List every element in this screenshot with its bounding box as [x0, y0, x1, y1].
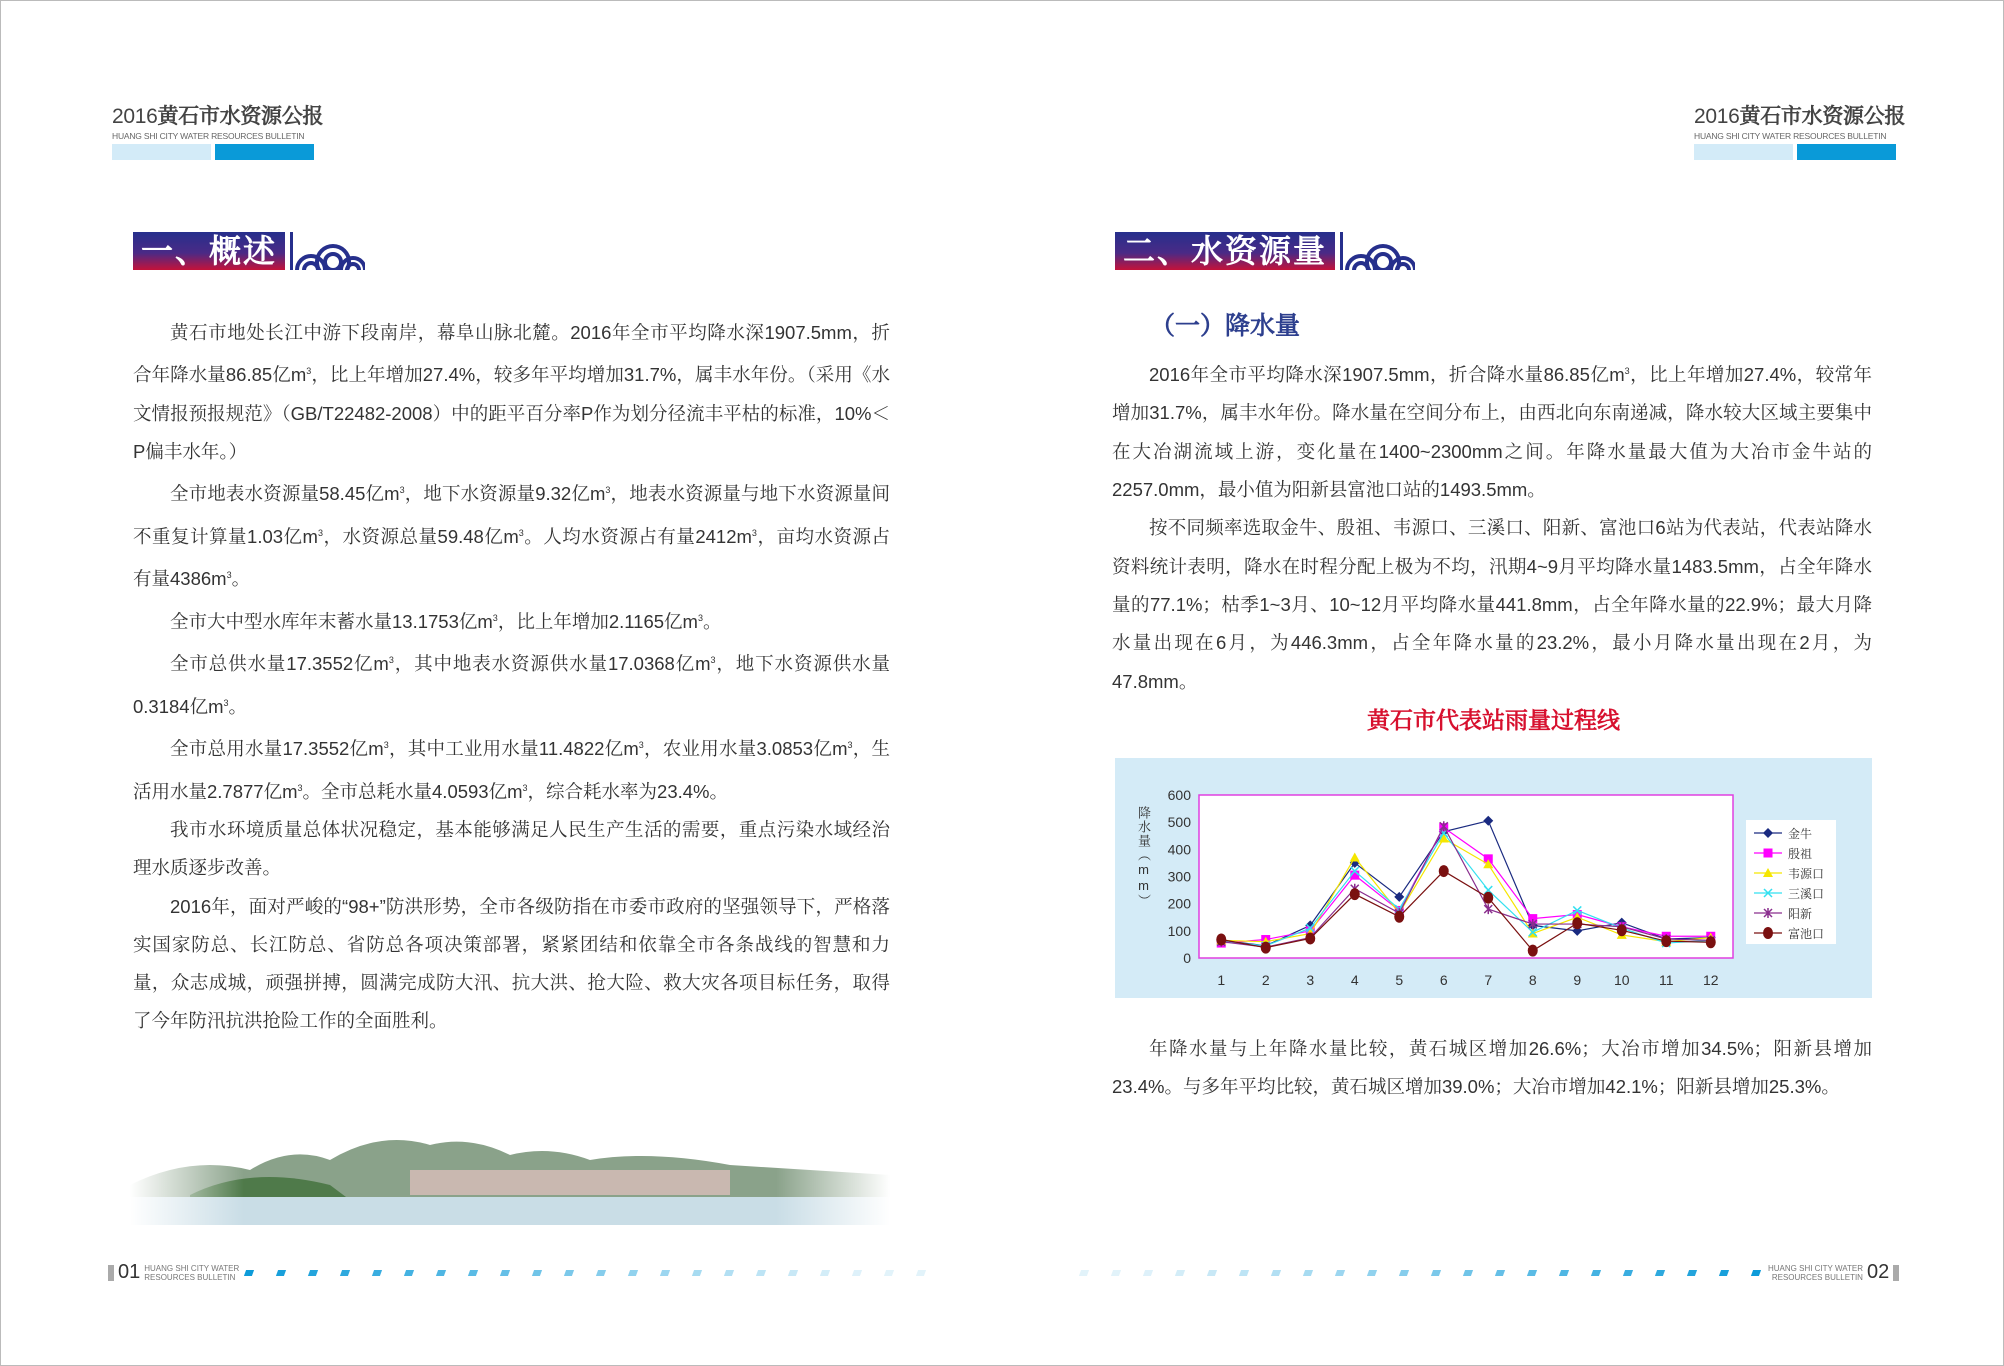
footer-dot — [1655, 1270, 1665, 1276]
footer-dot — [340, 1270, 350, 1276]
header-year: 2016 — [1694, 105, 1740, 128]
footer-dots-right — [1080, 1270, 1770, 1278]
legend-marker — [1764, 849, 1773, 858]
data-point — [1439, 865, 1449, 877]
footer-dot — [436, 1270, 446, 1276]
overview-text — [133, 314, 890, 1041]
footer-dot — [1463, 1270, 1473, 1276]
legend-marker — [1763, 927, 1773, 939]
section-title: 二、水资源量 — [1115, 232, 1335, 270]
footer-text: HUANG SHI CITY WATER — [144, 1263, 240, 1273]
section-heading-overview — [133, 232, 365, 270]
header-title: 黄石市水资源公报 — [1739, 105, 1906, 128]
y-tick-label: 400 — [1167, 841, 1191, 858]
footer-text: HUANG SHI CITY WATER — [1768, 1263, 1863, 1273]
header-subtitle: HUANG SHI CITY WATER RESOURCES BULLETIN — [1694, 131, 1887, 141]
footer-dot — [788, 1270, 798, 1276]
legend-label: 金牛 — [1788, 827, 1813, 841]
precipitation-text — [1112, 352, 1872, 701]
footer-dot — [756, 1270, 766, 1276]
y-tick-label: 300 — [1167, 868, 1191, 885]
footer-dot — [1111, 1270, 1121, 1276]
x-tick-label: 10 — [1613, 972, 1630, 988]
footer-dot — [244, 1270, 254, 1276]
footer-dot — [276, 1270, 286, 1276]
footer-dot — [852, 1270, 862, 1276]
comparison-text — [1112, 1030, 1872, 1107]
footer-dot — [660, 1270, 670, 1276]
footer-dot — [1687, 1270, 1697, 1276]
x-tick-label: 5 — [1395, 972, 1404, 988]
footer-dot — [1431, 1270, 1441, 1276]
y-tick-label: 600 — [1167, 787, 1191, 803]
footer-dot — [500, 1270, 510, 1276]
footer-dot — [1335, 1270, 1345, 1276]
data-point — [1528, 945, 1538, 957]
data-point — [1305, 932, 1315, 944]
x-tick-label: 8 — [1528, 972, 1537, 988]
footer-dot — [1271, 1270, 1281, 1276]
header-subtitle: HUANG SHI CITY WATER RESOURCES BULLETIN — [112, 131, 305, 141]
footer-dot — [628, 1270, 638, 1276]
legend-label: 韦源口 — [1788, 867, 1825, 881]
paragraph: 2016年，面对严峻的“98+”防洪形势，全市各级防指在市委市政府的坚强领导下，严格落实国家防总、长江防总、省防总各项决策部署，紧紧团结和依靠全市各条战线的智慧和力量，众志成城，顽强拼搏，圆满完成防大汛、抗大洪、抢大险、救大灾各项目标任务，取得了今年防汛抗洪抢险工作的全面胜利。 — [133, 895, 890, 1032]
data-point — [1617, 924, 1627, 936]
data-point — [1706, 936, 1716, 948]
footer-marker — [108, 1265, 114, 1281]
paragraph: 黄石市地处长江中游下段南岸，幕阜山脉北麓。2016年全市平均降水深1907.5mm，折合年降水量86.85亿$m^3$，比上年增加27.4%，较多年平均增加31.7%，属丰水年份。（采用《水文情报预报规范》（GB/T22482-2008）中的距平百分率P作为划分径流丰平枯的标准，10%＜P偏丰水年。） — [133, 322, 890, 463]
y-tick-label: 100 — [1167, 922, 1191, 939]
paragraph: 我市水环境质量总体状况稳定，基本能够满足人民生产生活的需要，重点污染水域经治理水质逐步改善。 — [133, 818, 890, 879]
footer-dot — [820, 1270, 830, 1276]
paragraph: 年降水量与上年降水量比较，黄石城区增加26.6%；大冶市增加34.5%；阳新县增加23.4%。与多年平均比较，黄石城区增加39.0%；大冶市增加42.1%；阳新县增加25.3%。 — [1112, 1038, 1872, 1098]
paragraph: 全市总供水量17.3552亿$m^3$，其中地表水资源供水量17.0368亿$m^3$，地下水资源供水量0.3184亿$m^3$。 — [133, 653, 890, 717]
x-tick-label: 11 — [1658, 972, 1674, 988]
page-number: 01 — [118, 1261, 141, 1283]
header-right — [1694, 100, 1906, 160]
footer-left — [108, 1261, 239, 1284]
x-tick-label: 9 — [1573, 972, 1582, 988]
footer-dot — [884, 1270, 894, 1276]
header-bar-light — [112, 144, 211, 160]
section-title: 一、概述 — [133, 232, 285, 270]
x-tick-label: 7 — [1484, 972, 1493, 988]
page-number: 02 — [1866, 1261, 1890, 1283]
data-point — [1350, 888, 1360, 900]
footer-dot — [1175, 1270, 1185, 1276]
header-left — [112, 100, 324, 160]
legend-label: 阳新 — [1788, 907, 1813, 921]
footer-dot — [532, 1270, 542, 1276]
footer-dot — [1751, 1270, 1761, 1276]
subsection-title: （一）降水量 — [1150, 312, 1301, 340]
footer-dot — [1239, 1270, 1249, 1276]
data-point — [1216, 934, 1226, 946]
footer-text: RESOURCES BULLETIN — [1771, 1272, 1863, 1282]
landscape-image — [130, 1125, 890, 1225]
header-bar-light — [1694, 144, 1793, 160]
footer-dot — [1495, 1270, 1505, 1276]
footer-dot — [596, 1270, 606, 1276]
legend-label: 富池口 — [1788, 927, 1825, 941]
paragraph: 全市大中型水库年末蓄水量13.1753亿$m^3$，比上年增加2.1165亿$m^3$。 — [170, 610, 722, 632]
x-tick-label: 3 — [1306, 972, 1315, 988]
footer-dot — [1207, 1270, 1217, 1276]
footer-dot — [1527, 1270, 1537, 1276]
footer-dots-left — [245, 1270, 935, 1278]
chart-title: 黄石市代表站雨量过程线 — [1367, 707, 1620, 733]
footer-dot — [1559, 1270, 1569, 1276]
paragraph: 按不同频率选取金牛、殷祖、韦源口、三溪口、阳新、富池口6站为代表站，代表站降水资料统计表明，降水在时程分配上极为不均，汛期4~9月平均降水量1483.5mm，占全年降水量的77.1%；枯季1~3月、10~12月平均降水量441.8mm，占全年降水量的22.9%；最大月降水量出现在6月，为446.3mm，占全年降水量的23.2%，最小月降水量出现在2月，为47.8mm。 — [1112, 517, 1872, 692]
wave-ornament-icon — [1343, 232, 1415, 270]
paragraph: 2016年全市平均降水深1907.5mm，折合降水量86.85亿$m^3$，比上年增加27.4%，较常年增加31.7%，属丰水年份。降水量在空间分布上，由西北向东南递减，降水较大区域主要集中在大冶湖流域上游，变化量在1400~2300mm之间。年降水量最大值为大冶市金牛站的2257.0mm，最小值为阳新县富池口站的1493.5mm。 — [1112, 364, 1872, 501]
section-heading-water-resources — [1115, 232, 1415, 270]
data-point — [1572, 917, 1582, 929]
paragraph: 全市地表水资源量58.45亿$m^3$，地下水资源量9.32亿$m^3$，地表水资源量与地下水资源量间不重复计算量1.03亿$m^3$，水资源总量59.48亿$m^3$。人均水资源占有量$2412m^3$，亩均水资源占有量$4386m^3$。 — [133, 483, 890, 590]
y-tick-label: 0 — [1183, 950, 1191, 966]
footer-right — [1768, 1261, 1899, 1284]
footer-dot — [1399, 1270, 1409, 1276]
footer-dot — [916, 1270, 926, 1276]
header-bar-blue — [1797, 144, 1896, 160]
footer-dot — [404, 1270, 414, 1276]
y-tick-label: 200 — [1167, 895, 1191, 912]
x-tick-label: 2 — [1261, 972, 1270, 988]
footer-dot — [724, 1270, 734, 1276]
footer-dot — [1079, 1270, 1089, 1276]
footer-dot — [468, 1270, 478, 1276]
chart-panel — [1115, 758, 1872, 998]
x-tick-label: 1 — [1217, 972, 1226, 988]
footer-dot — [1591, 1270, 1601, 1276]
footer-dot — [564, 1270, 574, 1276]
footer-text: RESOURCES BULLETIN — [144, 1272, 236, 1282]
rainfall-line-chart — [1115, 758, 1872, 998]
data-point — [1394, 911, 1404, 923]
footer-dot — [308, 1270, 318, 1276]
header-bar-blue — [215, 144, 314, 160]
data-point — [1661, 935, 1671, 947]
y-tick-label: 500 — [1167, 814, 1191, 831]
x-tick-label: 6 — [1439, 972, 1448, 988]
data-point — [1261, 942, 1271, 954]
y-axis-label: 降水量（mm） — [1136, 806, 1151, 908]
footer-marker — [1893, 1265, 1899, 1281]
x-tick-label: 4 — [1350, 972, 1359, 988]
legend-label: 殷祖 — [1788, 847, 1813, 861]
header-year: 2016 — [112, 105, 158, 128]
paragraph: 全市总用水量17.3552亿$m^3$，其中工业用水量11.4822亿$m^3$，农业用水量3.0853亿$m^3$，生活用水量2.7877亿$m^3$。全市总耗水量4.0593亿$m^3$，综合耗水率为23.4%。 — [133, 738, 890, 802]
footer-dot — [1623, 1270, 1633, 1276]
footer-dot — [372, 1270, 382, 1276]
wave-ornament-icon — [293, 232, 365, 270]
footer-dot — [692, 1270, 702, 1276]
x-tick-label: 12 — [1702, 972, 1719, 988]
header-title: 黄石市水资源公报 — [157, 105, 324, 128]
footer-dot — [1303, 1270, 1313, 1276]
data-point — [1483, 892, 1493, 904]
footer-dot — [1143, 1270, 1153, 1276]
footer-dot — [1719, 1270, 1729, 1276]
legend-label: 三溪口 — [1788, 887, 1825, 901]
footer-dot — [1367, 1270, 1377, 1276]
